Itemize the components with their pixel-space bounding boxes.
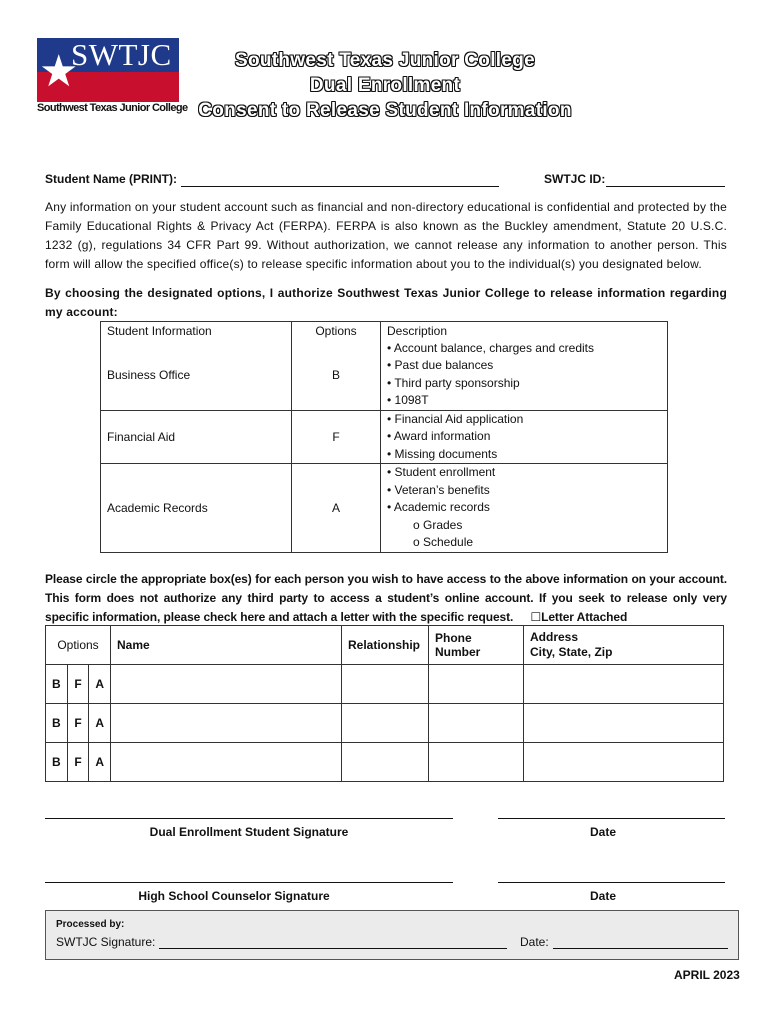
description-item: • Missing documents xyxy=(387,446,498,461)
circle-instructions-text: Please circle the appropriate box(es) for each person you wish to have access to the above information on your account. This form does not authorize any third party to access a student’s online account. If you seek to release only very specific information, please check here and attach a letter with the specific request. xyxy=(45,572,727,624)
person-row xyxy=(46,704,724,743)
description-subitem: o Schedule xyxy=(413,535,474,549)
student-name-label: Student Name (PRINT): xyxy=(45,172,177,186)
processed-by-box xyxy=(45,910,739,960)
student-signature-line[interactable] xyxy=(45,818,453,819)
header-description: Description xyxy=(381,322,668,340)
option-b[interactable]: B xyxy=(46,743,68,782)
option-a[interactable]: A xyxy=(89,665,111,704)
financial-aid-cell: Financial Aid xyxy=(101,410,292,464)
header-student-information: Student Information xyxy=(101,322,292,340)
description-item: • 1098T xyxy=(387,393,429,407)
financial-aid-option: F xyxy=(292,410,381,464)
financial-aid-description xyxy=(381,410,668,464)
header-address-line: Address xyxy=(530,630,579,644)
business-office-description xyxy=(381,340,668,411)
description-item: • Financial Aid application xyxy=(387,411,524,426)
revision-date: APRIL 2023 xyxy=(674,968,740,982)
swtjc-logo xyxy=(37,37,188,118)
option-f[interactable]: F xyxy=(67,665,89,704)
header-name: Name xyxy=(111,626,342,665)
address-cell[interactable] xyxy=(524,704,724,743)
student-signature-label: Dual Enrollment Student Signature xyxy=(149,825,349,839)
swtjc-signature-label: SWTJC Signature: xyxy=(56,935,156,949)
person-row xyxy=(46,743,724,782)
name-cell[interactable] xyxy=(111,665,342,704)
title-line-3: Consent to Release Student Information xyxy=(198,100,572,121)
processed-date-label: Date: xyxy=(520,935,549,949)
release-options-table xyxy=(100,321,668,553)
header-phone-text: Phone Number xyxy=(435,631,481,659)
description-item: • Third party sponsorship xyxy=(387,375,520,390)
description-item: • Past due balances xyxy=(387,358,494,372)
logo-text: SWTJC xyxy=(71,37,172,72)
relationship-cell[interactable] xyxy=(342,743,429,782)
letter-attached-checkbox[interactable]: ☐Letter Attached xyxy=(530,610,628,624)
student-name-field[interactable] xyxy=(181,172,499,187)
business-office-option: B xyxy=(292,340,381,411)
header-options: Options xyxy=(46,626,111,665)
option-b[interactable]: B xyxy=(46,704,68,743)
option-f[interactable]: F xyxy=(67,704,89,743)
swtjc-id-field[interactable] xyxy=(606,172,725,187)
option-b[interactable]: B xyxy=(46,665,68,704)
option-f[interactable]: F xyxy=(67,743,89,782)
star-icon: ★ xyxy=(39,47,79,96)
name-cell[interactable] xyxy=(111,743,342,782)
address-cell[interactable] xyxy=(524,743,724,782)
ferpa-paragraph: Any information on your student account such as financial and non-directory educational is confidential and protected by the Family Educational Rights & Privacy Act (FERPA). FERPA is also known as the Buckley amendment, Statute 20 U.S.C. 1232 (g), regulations 34 CFR Part 99. Without authorization, we cannot release any information to another person. This form will allow the specified office(s) to release specific information about you to the individual(s) you designated below. xyxy=(45,200,727,271)
option-a[interactable]: A xyxy=(89,704,111,743)
relationship-cell[interactable] xyxy=(342,704,429,743)
description-item: • Academic records xyxy=(387,500,490,514)
student-date-label: Date xyxy=(589,825,616,839)
swtjc-id-label: SWTJC ID: xyxy=(544,172,606,186)
academic-records-option: A xyxy=(292,464,381,553)
processed-by-label: Processed by: xyxy=(56,919,125,930)
relationship-cell[interactable] xyxy=(342,665,429,704)
person-row xyxy=(46,665,724,704)
counselor-signature-line[interactable] xyxy=(45,882,453,883)
phone-cell[interactable] xyxy=(429,743,524,782)
academic-records-cell: Academic Records xyxy=(101,464,292,553)
authorize-statement: By choosing the designated options, I authorize Southwest Texas Junior College to release information regarding my account: xyxy=(45,286,727,319)
description-subitem: o Grades xyxy=(413,517,463,532)
header-address-city: City, State, Zip xyxy=(530,645,613,659)
name-cell[interactable] xyxy=(111,704,342,743)
swtjc-signature-field[interactable] xyxy=(159,934,507,949)
counselor-signature-label: High School Counselor Signature xyxy=(138,889,330,903)
phone-cell[interactable] xyxy=(429,665,524,704)
description-item: • Account balance, charges and credits xyxy=(387,340,594,355)
business-office-cell: Business Office xyxy=(101,340,292,411)
description-item: • Award information xyxy=(387,429,491,443)
title-line-2: Dual Enrollment xyxy=(309,75,461,96)
counselor-date-label: Date xyxy=(589,889,616,903)
option-a[interactable]: A xyxy=(89,743,111,782)
description-item: • Student enrollment xyxy=(387,465,496,479)
academic-records-description xyxy=(381,464,668,553)
header-phone-number xyxy=(429,626,524,665)
address-cell[interactable] xyxy=(524,665,724,704)
header-options: Options xyxy=(292,322,381,340)
authorized-persons-table xyxy=(45,625,724,782)
header-relationship: Relationship xyxy=(342,626,429,665)
counselor-date-line[interactable] xyxy=(498,882,725,883)
description-item: • Veteran’s benefits xyxy=(387,482,490,497)
header-address xyxy=(524,626,724,665)
logo-subtitle: Southwest Texas Junior College xyxy=(37,102,188,114)
title-line-1: Southwest Texas Junior College xyxy=(234,50,536,71)
processed-date-field[interactable] xyxy=(553,934,728,949)
circle-instructions xyxy=(45,570,727,627)
student-date-line[interactable] xyxy=(498,818,725,819)
phone-cell[interactable] xyxy=(429,704,524,743)
